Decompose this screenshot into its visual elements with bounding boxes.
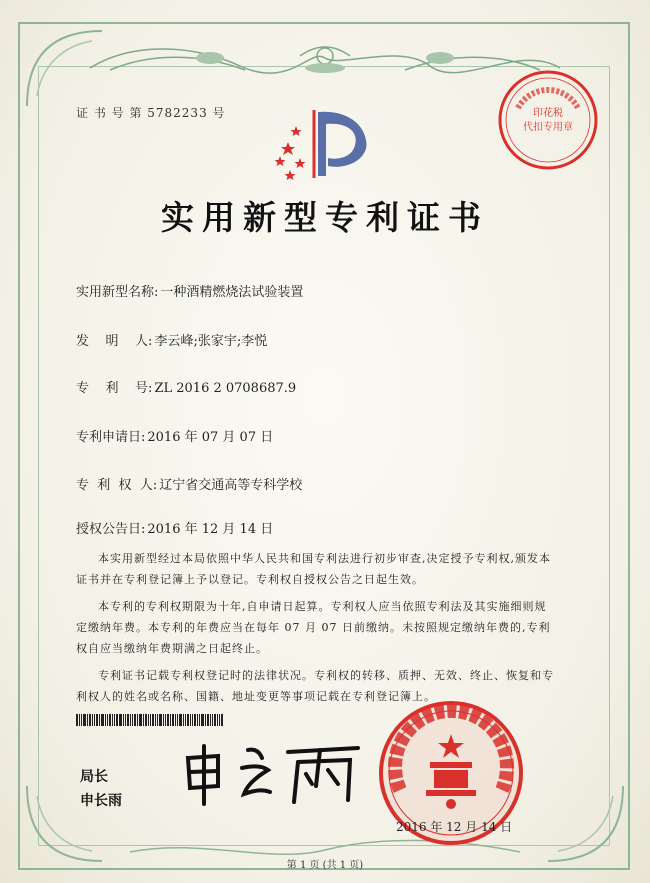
- barcode-bar: [119, 714, 122, 726]
- field-value: ZL 2016 2 0708687.9: [154, 381, 297, 396]
- field-grant-date: [76, 518, 273, 537]
- corner-ornament-top-left: [22, 26, 112, 116]
- director-signature: [178, 738, 368, 808]
- certificate-number: 证 书 号 第 5782233 号: [76, 106, 226, 120]
- barcode-bar: [212, 714, 213, 726]
- field-inventors: [76, 330, 267, 349]
- barcode-bar: [187, 714, 189, 726]
- field-patentee: [76, 474, 302, 493]
- barcode-bar: [172, 714, 174, 726]
- barcode-bar: [217, 714, 218, 726]
- barcode-bar: [221, 714, 223, 726]
- barcode-bar: [99, 714, 100, 726]
- barcode-bar: [159, 714, 162, 726]
- barcode-bar: [81, 714, 82, 726]
- barcode-bar: [148, 714, 149, 726]
- barcode-bar: [163, 714, 164, 726]
- barcode-bar: [205, 714, 206, 726]
- field-utility-model-name: [76, 281, 303, 300]
- barcode-bar: [194, 714, 196, 726]
- barcode-bar: [185, 714, 186, 726]
- barcode-bar: [127, 714, 129, 726]
- barcode-bar: [125, 714, 126, 726]
- body-paragraph: 本实用新型经过本局依照中华人民共和国专利法进行初步审查,决定授予专利权,颁发本证书并在专利登记簿上予以登记。专利权自授权公告之日起生效。: [76, 552, 551, 586]
- svg-text:代扣专用章: 代扣专用章: [523, 122, 573, 133]
- field-label: 专 利 号:: [76, 381, 153, 396]
- barcode: [76, 714, 266, 726]
- barcode-bar: [87, 714, 88, 726]
- barcode-bar: [152, 714, 154, 726]
- barcode-bar: [114, 714, 115, 726]
- page-number: 第 1 页 (共 1 页): [286, 860, 364, 871]
- field-label: 实用新型名称:: [76, 285, 159, 300]
- field-application-date: [76, 426, 273, 445]
- barcode-bar: [165, 714, 166, 726]
- director-title: 局长: [80, 769, 108, 785]
- barcode-bar: [219, 714, 220, 726]
- barcode-bar: [150, 714, 151, 726]
- barcode-bar: [89, 714, 91, 726]
- barcode-bar: [139, 714, 142, 726]
- director-name: 申长雨: [80, 793, 122, 809]
- field-value: 李云峰;张家宇;李悦: [154, 334, 268, 349]
- field-value: 2016 年 12 月 14 日: [147, 522, 274, 537]
- barcode-bar: [123, 714, 124, 726]
- barcode-bar: [130, 714, 131, 726]
- barcode-bar: [179, 714, 182, 726]
- certificate-title: 实用新型专利证书: [161, 198, 489, 237]
- barcode-bar: [96, 714, 98, 726]
- barcode-bar: [109, 714, 111, 726]
- issue-date: 2016 年 12 月 14 日: [396, 820, 513, 834]
- barcode-bar: [210, 714, 211, 726]
- barcode-bar: [79, 714, 80, 726]
- barcode-bar: [190, 714, 191, 726]
- barcode-bar: [143, 714, 144, 726]
- barcode-bar: [183, 714, 184, 726]
- field-value: 2016 年 07 月 07 日: [147, 430, 274, 445]
- field-patent-number: [76, 377, 296, 396]
- barcode-bar: [201, 714, 204, 726]
- barcode-bar: [214, 714, 216, 726]
- barcode-bar: [132, 714, 133, 726]
- barcode-bar: [92, 714, 93, 726]
- barcode-bar: [207, 714, 209, 726]
- barcode-bar: [107, 714, 108, 726]
- agency-seal-small: [496, 68, 600, 172]
- barcode-bar: [145, 714, 147, 726]
- barcode-bar: [197, 714, 198, 726]
- barcode-bar: [192, 714, 193, 726]
- corner-ornament-bottom-right: [538, 776, 628, 866]
- barcode-bar: [199, 714, 200, 726]
- field-label: 专利申请日:: [76, 430, 146, 445]
- barcode-bar: [167, 714, 169, 726]
- barcode-bar: [137, 714, 138, 726]
- barcode-bar: [94, 714, 95, 726]
- barcode-bar: [177, 714, 178, 726]
- field-value: 一种酒精燃烧法试验装置: [160, 285, 304, 300]
- barcode-bar: [155, 714, 156, 726]
- barcode-bar: [83, 714, 86, 726]
- barcode-bar: [116, 714, 118, 726]
- svg-text:印花税: 印花税: [533, 108, 563, 119]
- field-label: 专 利 权 人:: [76, 478, 158, 493]
- field-label: 发 明 人:: [76, 334, 153, 349]
- barcode-bar: [105, 714, 106, 726]
- field-label: 授权公告日:: [76, 522, 146, 537]
- barcode-bar: [101, 714, 104, 726]
- barcode-bar: [112, 714, 113, 726]
- sipo-logo: [270, 104, 380, 184]
- certificate-body: [76, 548, 554, 713]
- field-value: 辽宁省交通高等专科学校: [159, 478, 303, 493]
- body-paragraph: 本专利的专利权期限为十年,自申请日起算。专利权人应当依照专利法及其实施细则规定缴纳年费。本专利的年费应当在每年 07 月 07 日前缴纳。未按照规定缴纳年费的,专利权自应当缴纳年费期满之日起终止。: [76, 600, 551, 655]
- barcode-bar: [157, 714, 158, 726]
- barcode-bar: [134, 714, 136, 726]
- barcode-bar: [170, 714, 171, 726]
- barcode-bar: [175, 714, 176, 726]
- barcode-bar: [76, 714, 78, 726]
- body-paragraph: 专利证书记载专利权登记时的法律状况。专利权的转移、质押、无效、终止、恢复和专利权人的姓名或名称、国籍、地址变更等事项记载在专利登记簿上。: [76, 669, 554, 703]
